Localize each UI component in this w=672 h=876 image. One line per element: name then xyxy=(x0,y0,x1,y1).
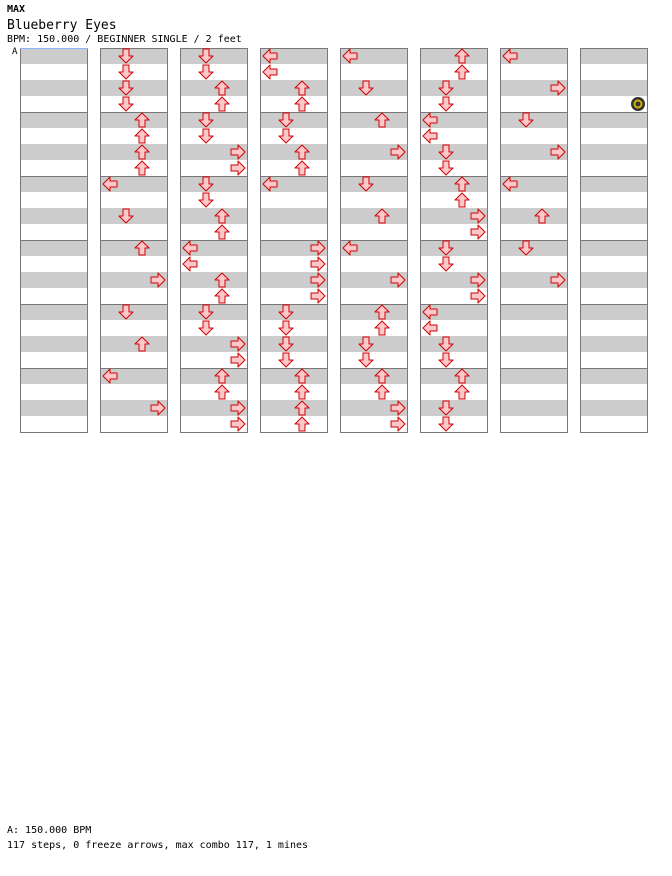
stripe-band xyxy=(500,336,568,352)
stripe-band xyxy=(180,80,248,96)
stripe-band xyxy=(420,368,488,384)
stripe-band xyxy=(20,368,88,384)
arrow-down-note xyxy=(199,65,213,79)
stripe-band xyxy=(340,368,408,384)
chart-column xyxy=(260,48,328,433)
arrow-left-note xyxy=(423,321,437,335)
arrow-down-note xyxy=(439,257,453,271)
stripe-band xyxy=(580,80,648,96)
arrow-up-note xyxy=(215,225,229,239)
arrow-down-note xyxy=(199,129,213,143)
stripe-band xyxy=(180,208,248,224)
arrow-up-note xyxy=(135,129,149,143)
stripe-band xyxy=(420,144,488,160)
step-stats: 117 steps, 0 freeze arrows, max combo 117, 1 mines xyxy=(7,840,309,851)
song-title: Blueberry Eyes xyxy=(7,18,117,33)
stripe-band xyxy=(340,208,408,224)
stripe-band xyxy=(420,400,488,416)
arrow-right-note xyxy=(471,225,485,239)
stripe-band xyxy=(260,144,328,160)
stripe-band xyxy=(420,336,488,352)
stripe-band xyxy=(20,240,88,256)
arrow-up-note xyxy=(295,161,309,175)
arrow-up-note xyxy=(215,385,229,399)
stripe-band xyxy=(260,304,328,320)
stripe-band xyxy=(20,336,88,352)
stripe-band xyxy=(420,80,488,96)
mine-icon xyxy=(631,97,645,111)
arrow-down-note xyxy=(359,353,373,367)
arrow-up-note xyxy=(295,97,309,111)
arrow-up-note xyxy=(455,193,469,207)
stripe-band xyxy=(420,48,488,64)
arrow-up-note xyxy=(455,65,469,79)
arrow-down-note xyxy=(119,97,133,111)
arrow-down-note xyxy=(119,65,133,79)
stripe-band xyxy=(340,112,408,128)
stripe-band xyxy=(180,176,248,192)
stripe-band xyxy=(180,272,248,288)
arrow-down-note xyxy=(279,353,293,367)
stripe-band xyxy=(340,80,408,96)
arrow-up-note xyxy=(375,321,389,335)
stripe-band xyxy=(100,240,168,256)
chart-column xyxy=(500,48,568,433)
chart-column xyxy=(340,48,408,433)
stripe-band xyxy=(260,336,328,352)
arrow-up-note xyxy=(295,417,309,431)
arrow-down-note xyxy=(439,97,453,111)
bpm-marker-label: A xyxy=(12,47,18,57)
stripe-band xyxy=(180,368,248,384)
stripe-band xyxy=(580,336,648,352)
chart-column xyxy=(180,48,248,433)
arrow-right-note xyxy=(231,353,245,367)
stripe-band xyxy=(500,304,568,320)
arrow-left-note xyxy=(183,257,197,271)
stripe-band xyxy=(580,240,648,256)
chart-column xyxy=(420,48,488,433)
stripe-band xyxy=(100,144,168,160)
artist-name: MAX xyxy=(7,4,26,15)
stripe-band xyxy=(340,176,408,192)
stripe-band xyxy=(20,112,88,128)
stripe-band xyxy=(20,80,88,96)
stripe-band xyxy=(260,400,328,416)
stripe-band xyxy=(580,48,648,64)
stripe-band xyxy=(500,368,568,384)
stripe-band xyxy=(20,208,88,224)
stripe-band xyxy=(580,112,648,128)
arrow-right-note xyxy=(231,161,245,175)
stripe-band xyxy=(500,208,568,224)
arrow-left-note xyxy=(263,65,277,79)
arrow-left-note xyxy=(423,129,437,143)
arrow-down-note xyxy=(439,417,453,431)
stripe-band xyxy=(100,48,168,64)
stripe-band xyxy=(180,112,248,128)
stripe-band xyxy=(260,112,328,128)
arrow-up-note xyxy=(295,385,309,399)
stripe-band xyxy=(420,176,488,192)
arrow-down-note xyxy=(439,353,453,367)
arrow-down-note xyxy=(199,193,213,207)
stripe-band xyxy=(580,272,648,288)
stripe-band xyxy=(420,240,488,256)
mine-core xyxy=(636,102,641,107)
arrow-up-note xyxy=(215,97,229,111)
arrow-right-note xyxy=(311,289,325,303)
arrow-up-note xyxy=(135,161,149,175)
stripe-band xyxy=(340,304,408,320)
stripe-band xyxy=(20,176,88,192)
arrow-down-note xyxy=(439,161,453,175)
arrow-right-note xyxy=(471,289,485,303)
stripe-band xyxy=(20,400,88,416)
stripe-band xyxy=(580,144,648,160)
stripe-band xyxy=(20,144,88,160)
arrow-down-note xyxy=(199,321,213,335)
stripe-band xyxy=(100,80,168,96)
stripe-band xyxy=(260,208,328,224)
stripe-band xyxy=(580,208,648,224)
stripe-band xyxy=(100,208,168,224)
stripe-band xyxy=(500,400,568,416)
stripe-band xyxy=(340,336,408,352)
chart-info: BPM: 150.000 / BEGINNER SINGLE / 2 feet xyxy=(7,34,242,45)
stripe-band xyxy=(580,400,648,416)
stripe-band xyxy=(260,80,328,96)
arrow-up-note xyxy=(215,289,229,303)
arrow-right-note xyxy=(391,417,405,431)
stripe-band xyxy=(100,112,168,128)
stripe-band xyxy=(100,336,168,352)
bpm-legend: A: 150.000 BPM xyxy=(7,825,92,836)
arrow-up-note xyxy=(455,385,469,399)
stripe-band xyxy=(500,240,568,256)
stripe-band xyxy=(580,176,648,192)
stripe-band xyxy=(180,48,248,64)
arrow-right-note xyxy=(311,257,325,271)
stripe-band xyxy=(20,48,88,64)
chart-column xyxy=(20,48,88,433)
stripe-band xyxy=(180,304,248,320)
stripe-band xyxy=(260,368,328,384)
stripe-band xyxy=(580,368,648,384)
arrow-down-note xyxy=(279,129,293,143)
arrow-up-note xyxy=(375,385,389,399)
stripe-band xyxy=(20,272,88,288)
stripe-band xyxy=(580,304,648,320)
stripe-band xyxy=(500,112,568,128)
stripe-band xyxy=(20,304,88,320)
arrow-down-note xyxy=(279,321,293,335)
stripe-band xyxy=(100,304,168,320)
arrow-right-note xyxy=(231,417,245,431)
bpm-marker-line xyxy=(20,48,88,49)
